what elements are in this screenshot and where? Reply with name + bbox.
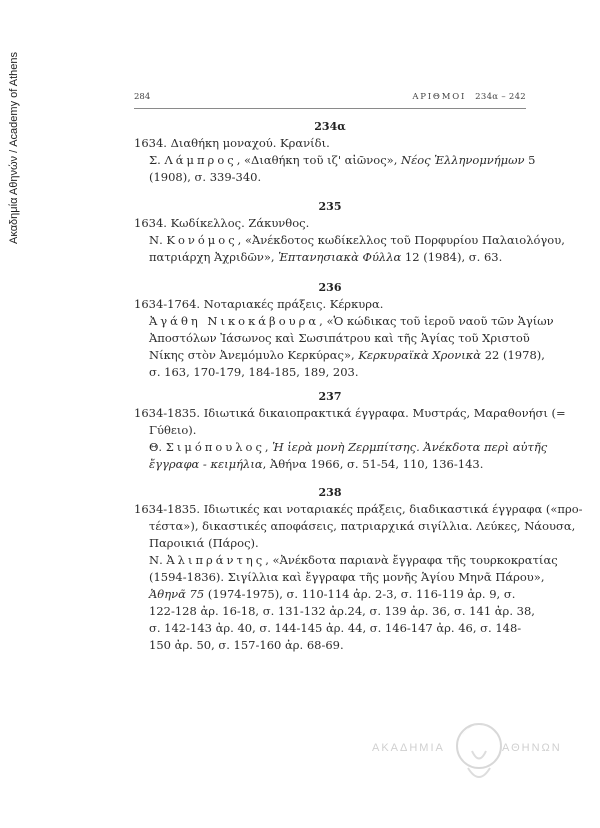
italic-title: Ἀθηνᾶ 75 [149, 587, 205, 601]
entry-line [134, 637, 526, 654]
athena-head-icon [454, 706, 504, 796]
archive-side-label: Ακαδημία Αθηνών / Academy of Athens [8, 51, 20, 244]
text-segment: , [264, 440, 273, 454]
text-segment: σ. 163, 170-179, 184-185, 189, 203. [149, 365, 359, 379]
text-segment: , «Διαθήκη τοῦ ιζ' αἰῶνος», [236, 153, 402, 167]
text-segment: 5 [524, 153, 536, 167]
text-segment: 1634. Κωδίκελλος. Ζάκυνθος. [134, 216, 310, 230]
entry-line [134, 456, 526, 473]
entry-236 [134, 279, 554, 381]
text-segment: Ν. [149, 553, 167, 567]
author-name: Κονόμος [166, 233, 238, 247]
entry-line [134, 552, 558, 569]
entry-line [134, 501, 583, 518]
header-rule [134, 108, 526, 109]
entry-line [134, 313, 554, 330]
watermark-right-text: ΑΘΗΝΩΝ [502, 742, 562, 754]
text-segment: (1974-1975), σ. 110-114 ἀρ. 2-3, σ. 116-119 ἀρ. 9, σ. [204, 587, 516, 601]
text-segment: (1594-1836). Σιγίλλια καὶ ἔγγραφα τῆς μονῆς Ἁγίου Μηνᾶ Πάρου», [149, 570, 545, 584]
entry-line [134, 603, 535, 620]
text-segment: , «Ὁ κώδικας τοῦ ἱεροῦ ναοῦ τῶν Ἁγίων [319, 314, 554, 328]
text-segment: 22 (1978), [481, 348, 545, 362]
entry-line [134, 535, 526, 552]
entry-line [134, 296, 526, 313]
entry-line [134, 620, 526, 637]
entry-line [134, 249, 526, 266]
running-header [134, 92, 526, 106]
text-segment: Σ. [149, 153, 165, 167]
italic-title: Ἑπτανησιακὰ Φύλλα [278, 250, 402, 264]
text-segment: Παροικιά (Πάρος). [149, 536, 259, 550]
text-segment: , Ἀθήνα 1966, σ. 51-54, 110, 136-143. [262, 457, 484, 471]
entry-line [134, 232, 565, 249]
entry-237 [134, 388, 566, 473]
text-segment: 1634. Διαθήκη μοναχού. Κρανίδι. [134, 136, 330, 150]
italic-title: Νέος Ἑλληνομνήμων [401, 153, 525, 167]
text-segment: 150 ἀρ. 50, σ. 157-160 ἀρ. 68-69. [149, 638, 344, 652]
author-name: Σιμόπουλος [165, 440, 265, 454]
text-segment: , «Ἀνέκδοτος κωδίκελλος τοῦ Πορφυρίου Παλαιολόγου, [237, 233, 565, 247]
entry-line [134, 215, 526, 232]
text-segment: , «Ἀνέκδοτα παριανὰ ἔγγραφα τῆς τουρκοκρατίας [265, 553, 558, 567]
author-name: Ἀγάθη Νικοκάβουρα [149, 314, 320, 328]
watermark-left-text: ΑΚΑΔΗΜΙΑ [372, 742, 445, 754]
entry-line [134, 152, 536, 169]
running-title [412, 92, 526, 102]
text-segment: Ν. [149, 233, 167, 247]
academy-watermark [372, 702, 572, 812]
author-name: Λάμπρος [164, 153, 237, 167]
italic-title: ἔγγραφα - κειμήλια [149, 457, 263, 471]
entry-number: 237 [318, 390, 342, 403]
text-segment: (1908), σ. 339-340. [149, 170, 262, 184]
italic-title: Ἡ ἱερὰ μονὴ Ζερμπίτσης. Ἀνέκδοτα περὶ αὐτῆς [272, 440, 548, 454]
entry-line [134, 135, 526, 152]
entry-number: 235 [318, 200, 342, 213]
entry-line [134, 405, 566, 422]
entry-line [134, 422, 526, 439]
running-title-text: ΑΡΙΘΜΟΙ [412, 92, 467, 102]
italic-title: Κερκυραϊκὰ Χρονικὰ [358, 348, 482, 362]
entry-234α [134, 118, 536, 186]
text-segment: 1634-1835. Ιδιωτικά δικαιοπρακτικά έγγραφα. Μυστράς, Μαραθονήσι (= [134, 406, 566, 420]
text-segment: 122-128 ἀρ. 16-18, σ. 131-132 ἀρ.24, σ. 139 ἀρ. 36, σ. 141 ἀρ. 38, [149, 604, 535, 618]
text-segment: τέστα»), δικαστικές αποφάσεις, πατριαρχικά σιγίλλια. Λεύκες, Νάουσα, [149, 519, 576, 533]
entry-number: 236 [318, 281, 342, 294]
entry-line [134, 347, 545, 364]
entry-line [134, 439, 548, 456]
entry-238 [134, 484, 583, 654]
author-name: Ἀλιπράντης [166, 553, 266, 567]
text-segment: Γύθειο). [149, 423, 197, 437]
text-segment: σ. 142-143 ἀρ. 40, σ. 144-145 ἀρ. 44, σ. 146-147 ἀρ. 46, σ. 148- [149, 621, 522, 635]
entry-line [134, 364, 526, 381]
text-segment: πατριάρχη Ἀχριδῶν», [149, 250, 279, 264]
entry-number: 234α [314, 120, 346, 133]
entry-line [134, 169, 526, 186]
entry-235 [134, 198, 565, 266]
text-segment: Νίκης στὸν Ἀνεμόμυλο Κερκύρας», [149, 348, 359, 362]
entry-line [134, 518, 576, 535]
entry-line [134, 569, 545, 586]
entry-line [134, 586, 526, 603]
text-segment: 1634-1764. Νοταριακές πράξεις. Κέρκυρα. [134, 297, 384, 311]
entry-range: 234α – 242 [475, 92, 526, 102]
text-segment: Ἀποστόλων Ἰάσωνος καὶ Σωσιπάτρου καὶ τῆς Ἁγίας τοῦ Χριστοῦ [149, 331, 530, 345]
text-segment: Θ. [149, 440, 166, 454]
text-segment: 12 (1984), σ. 63. [401, 250, 503, 264]
entry-line [134, 330, 530, 347]
entry-number: 238 [318, 486, 342, 499]
page-number: 284 [134, 92, 151, 102]
text-segment: 1634-1835. Ιδιωτικές και νοταριακές πράξεις, διαδικαστικά έγγραφα («προ- [134, 502, 583, 516]
